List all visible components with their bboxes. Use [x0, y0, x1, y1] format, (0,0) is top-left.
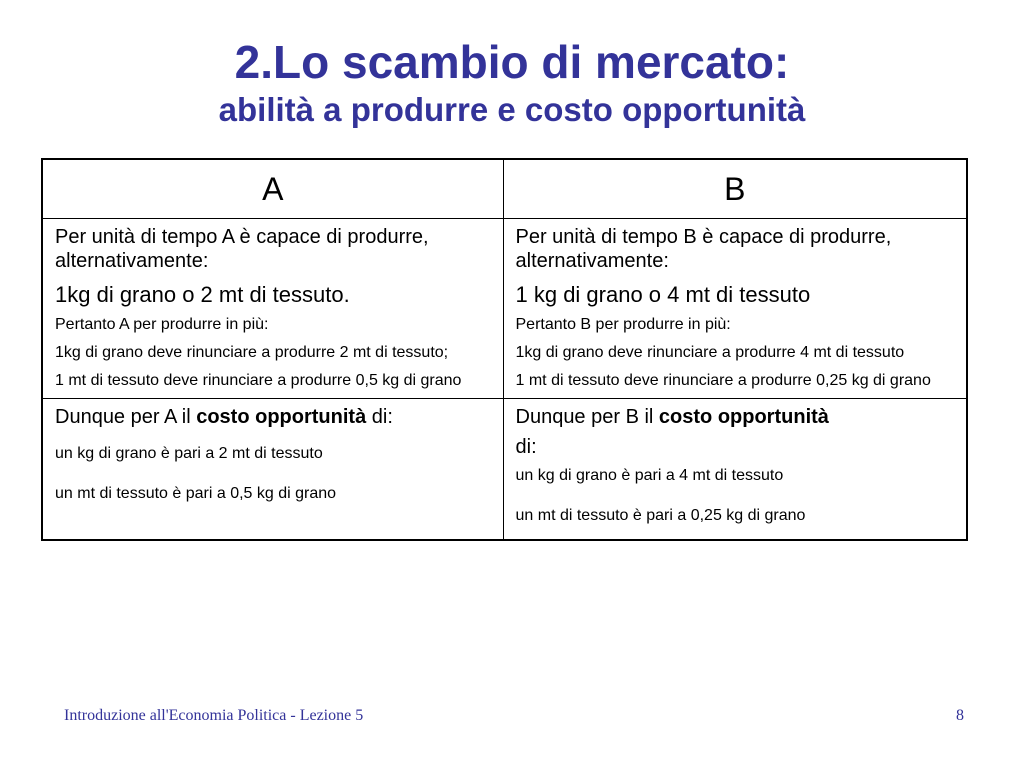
grain-line-b: 1kg di grano deve rinunciare a produrre 4 mt di tessuto	[515, 344, 905, 361]
comparison-table	[41, 158, 968, 541]
conclusion-cell-b	[503, 399, 967, 541]
production-cell-b	[503, 219, 967, 399]
conclusion-suffix-a: di:	[366, 406, 393, 428]
therefore-text-a: Pertanto A per produrre in più:	[55, 316, 269, 333]
grain-line-a: 1kg di grano deve rinunciare a produrre 2 mt di tessuto;	[55, 344, 449, 361]
slide-title	[0, 34, 1024, 130]
conclusion-cell-a	[42, 399, 503, 541]
conclusion-prefix-a: Dunque per A il	[55, 406, 197, 428]
header-cell-a: A	[42, 159, 503, 219]
conclusion-prefix-b: Dunque per B il	[515, 406, 659, 428]
conclusion-text-a	[55, 405, 493, 429]
table-header-row	[42, 159, 967, 219]
table-row-production	[42, 219, 967, 399]
conclusion-suffix-b: di:	[515, 436, 537, 458]
therefore-text-b: Pertanto B per produrre in più:	[515, 316, 731, 333]
opportunity-cost-term-a: costo opportunità	[196, 406, 367, 428]
slide-subtitle: abilità a produrre e costo opportunità	[218, 91, 806, 128]
production-cell-a	[42, 219, 503, 399]
slide-title-main: 2.Lo scambio di mercato:	[234, 36, 790, 88]
header-cell-b: B	[503, 159, 967, 219]
intro-text-b: Per unità di tempo B è capace di produrre, alternativamente:	[515, 226, 892, 272]
table-row-opportunity-cost	[42, 399, 967, 541]
footer-page-number: 8	[956, 707, 964, 724]
fabric-line-a: 1 mt di tessuto deve rinunciare a produrre 0,5 kg di grano	[55, 372, 462, 389]
fabric-line-b: 1 mt di tessuto deve rinunciare a produrre 0,25 kg di grano	[515, 372, 931, 389]
cost-grain-a: un kg di grano è pari a 2 mt di tessuto	[55, 445, 323, 462]
capacity-text-b: 1 kg di grano o 4 mt di tessuto	[515, 282, 811, 307]
cost-grain-b: un kg di grano è pari a 4 mt di tessuto	[515, 467, 784, 484]
capacity-text-a: 1kg di grano o 2 mt di tessuto.	[55, 282, 350, 307]
intro-text-a: Per unità di tempo A è capace di produrre, alternativamente:	[55, 226, 429, 272]
conclusion-text-b	[516, 405, 957, 429]
footer-course-title: Introduzione all'Economia Politica - Lezione 5	[64, 707, 364, 724]
cost-fabric-a: un mt di tessuto è pari a 0,5 kg di grano	[55, 485, 337, 502]
opportunity-cost-term-b: costo opportunità	[658, 406, 829, 428]
cost-fabric-b: un mt di tessuto è pari a 0,25 kg di grano	[515, 507, 806, 524]
